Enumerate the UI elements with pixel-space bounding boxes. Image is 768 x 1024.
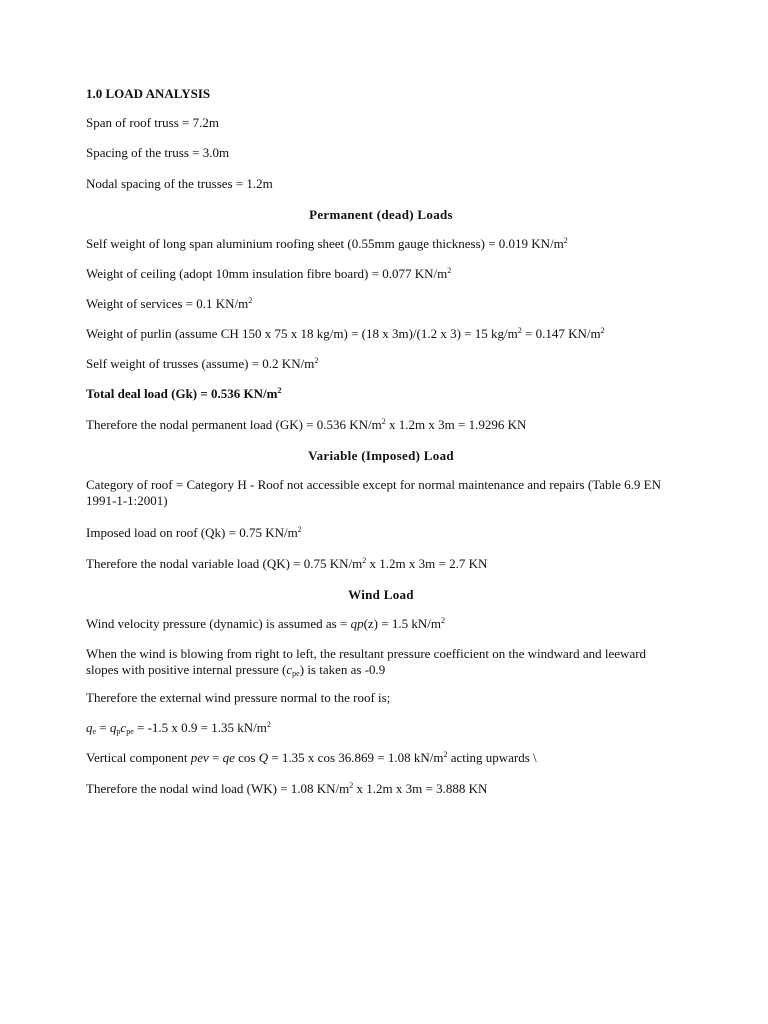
purlin-line: Weight of purlin (assume CH 150 x 75 x 18 kg/m) = (18 x 3m)/(1.2 x 3) = 15 $kg/m^2 = 0.147$ $KN/m^2$	[86, 326, 605, 341]
vertical-component-line: Vertical component pev = qe cos Q = 1.35 x cos 36.869 = 1.08 $kN/m^2$ acting upwards \	[86, 750, 537, 765]
imposed-load-line: Imposed load on roof (Qk) = 0.75 $KN/m^2$	[86, 525, 302, 540]
trusses-line: Self weight of trusses (assume) = 0.2 $KN/m^2$	[86, 356, 319, 371]
spacing-line: Spacing of the truss = 3.0m	[86, 145, 230, 160]
wind-load-title: Wind Load	[348, 587, 414, 602]
qe-equation-line: $q_e = q_pc_{pe} = -1.5$ x 0.9 = 1.35 $kN/m^2$	[86, 720, 271, 736]
ceiling-line: Weight of ceiling (adopt 10mm insulation fibre board) = 0.077 $KN/m^2$	[86, 266, 452, 281]
nodal-wind-load-line: Therefore the nodal wind load (WK) = 1.08 $KN/m^2$ x 1.2m x 3m = 3.888 KN	[86, 781, 488, 796]
nodal-variable-load-line: Therefore the nodal variable load (QK) = 0.75 $KN/m^2$ x 1.2m x 3m = 2.7 KN	[86, 556, 488, 571]
external-pressure-line: Therefore the external wind pressure normal to the roof is;	[86, 690, 391, 705]
nodal-permanent-load-line: Therefore the nodal permanent load (GK) = 0.536 $KN/m^2$ x 1.2m x 3m = 1.9296 KN	[86, 417, 527, 432]
wind-velocity-line: Wind velocity pressure (dynamic) is assumed as = qp(z) = 1.5 $kN/m^2$	[86, 616, 445, 631]
nodal-spacing-line: Nodal spacing of the trusses = 1.2m	[86, 176, 273, 191]
span-line: Span of roof truss = 7.2m	[86, 115, 219, 130]
roofing-sheet-line: Self weight of long span aluminium roofing sheet (0.55mm gauge thickness) = 0.019 $KN/m^2$	[86, 236, 568, 251]
total-dead-load-line: Total deal load (Gk) = 0.536 $KN/m^2$	[86, 386, 282, 401]
permanent-loads-title: Permanent (dead) Loads	[309, 207, 453, 222]
wind-direction-line: When the wind is blowing from right to left, the resultant pressure coefficient on the windward and leeward slopes with positive internal pressure $(c_{pe})$ is taken as -0.9	[86, 646, 647, 678]
section-heading: 1.0 LOAD ANALYSIS	[86, 86, 211, 101]
services-line: Weight of services = 0.1 $KN/m^2$	[86, 296, 253, 311]
variable-load-title: Variable (Imposed) Load	[308, 448, 454, 463]
roof-category-line: Category of roof = Category H - Roof not accessible except for normal maintenance and repairs (Table 6.9 EN 1991-1-1:2001)	[86, 477, 661, 508]
